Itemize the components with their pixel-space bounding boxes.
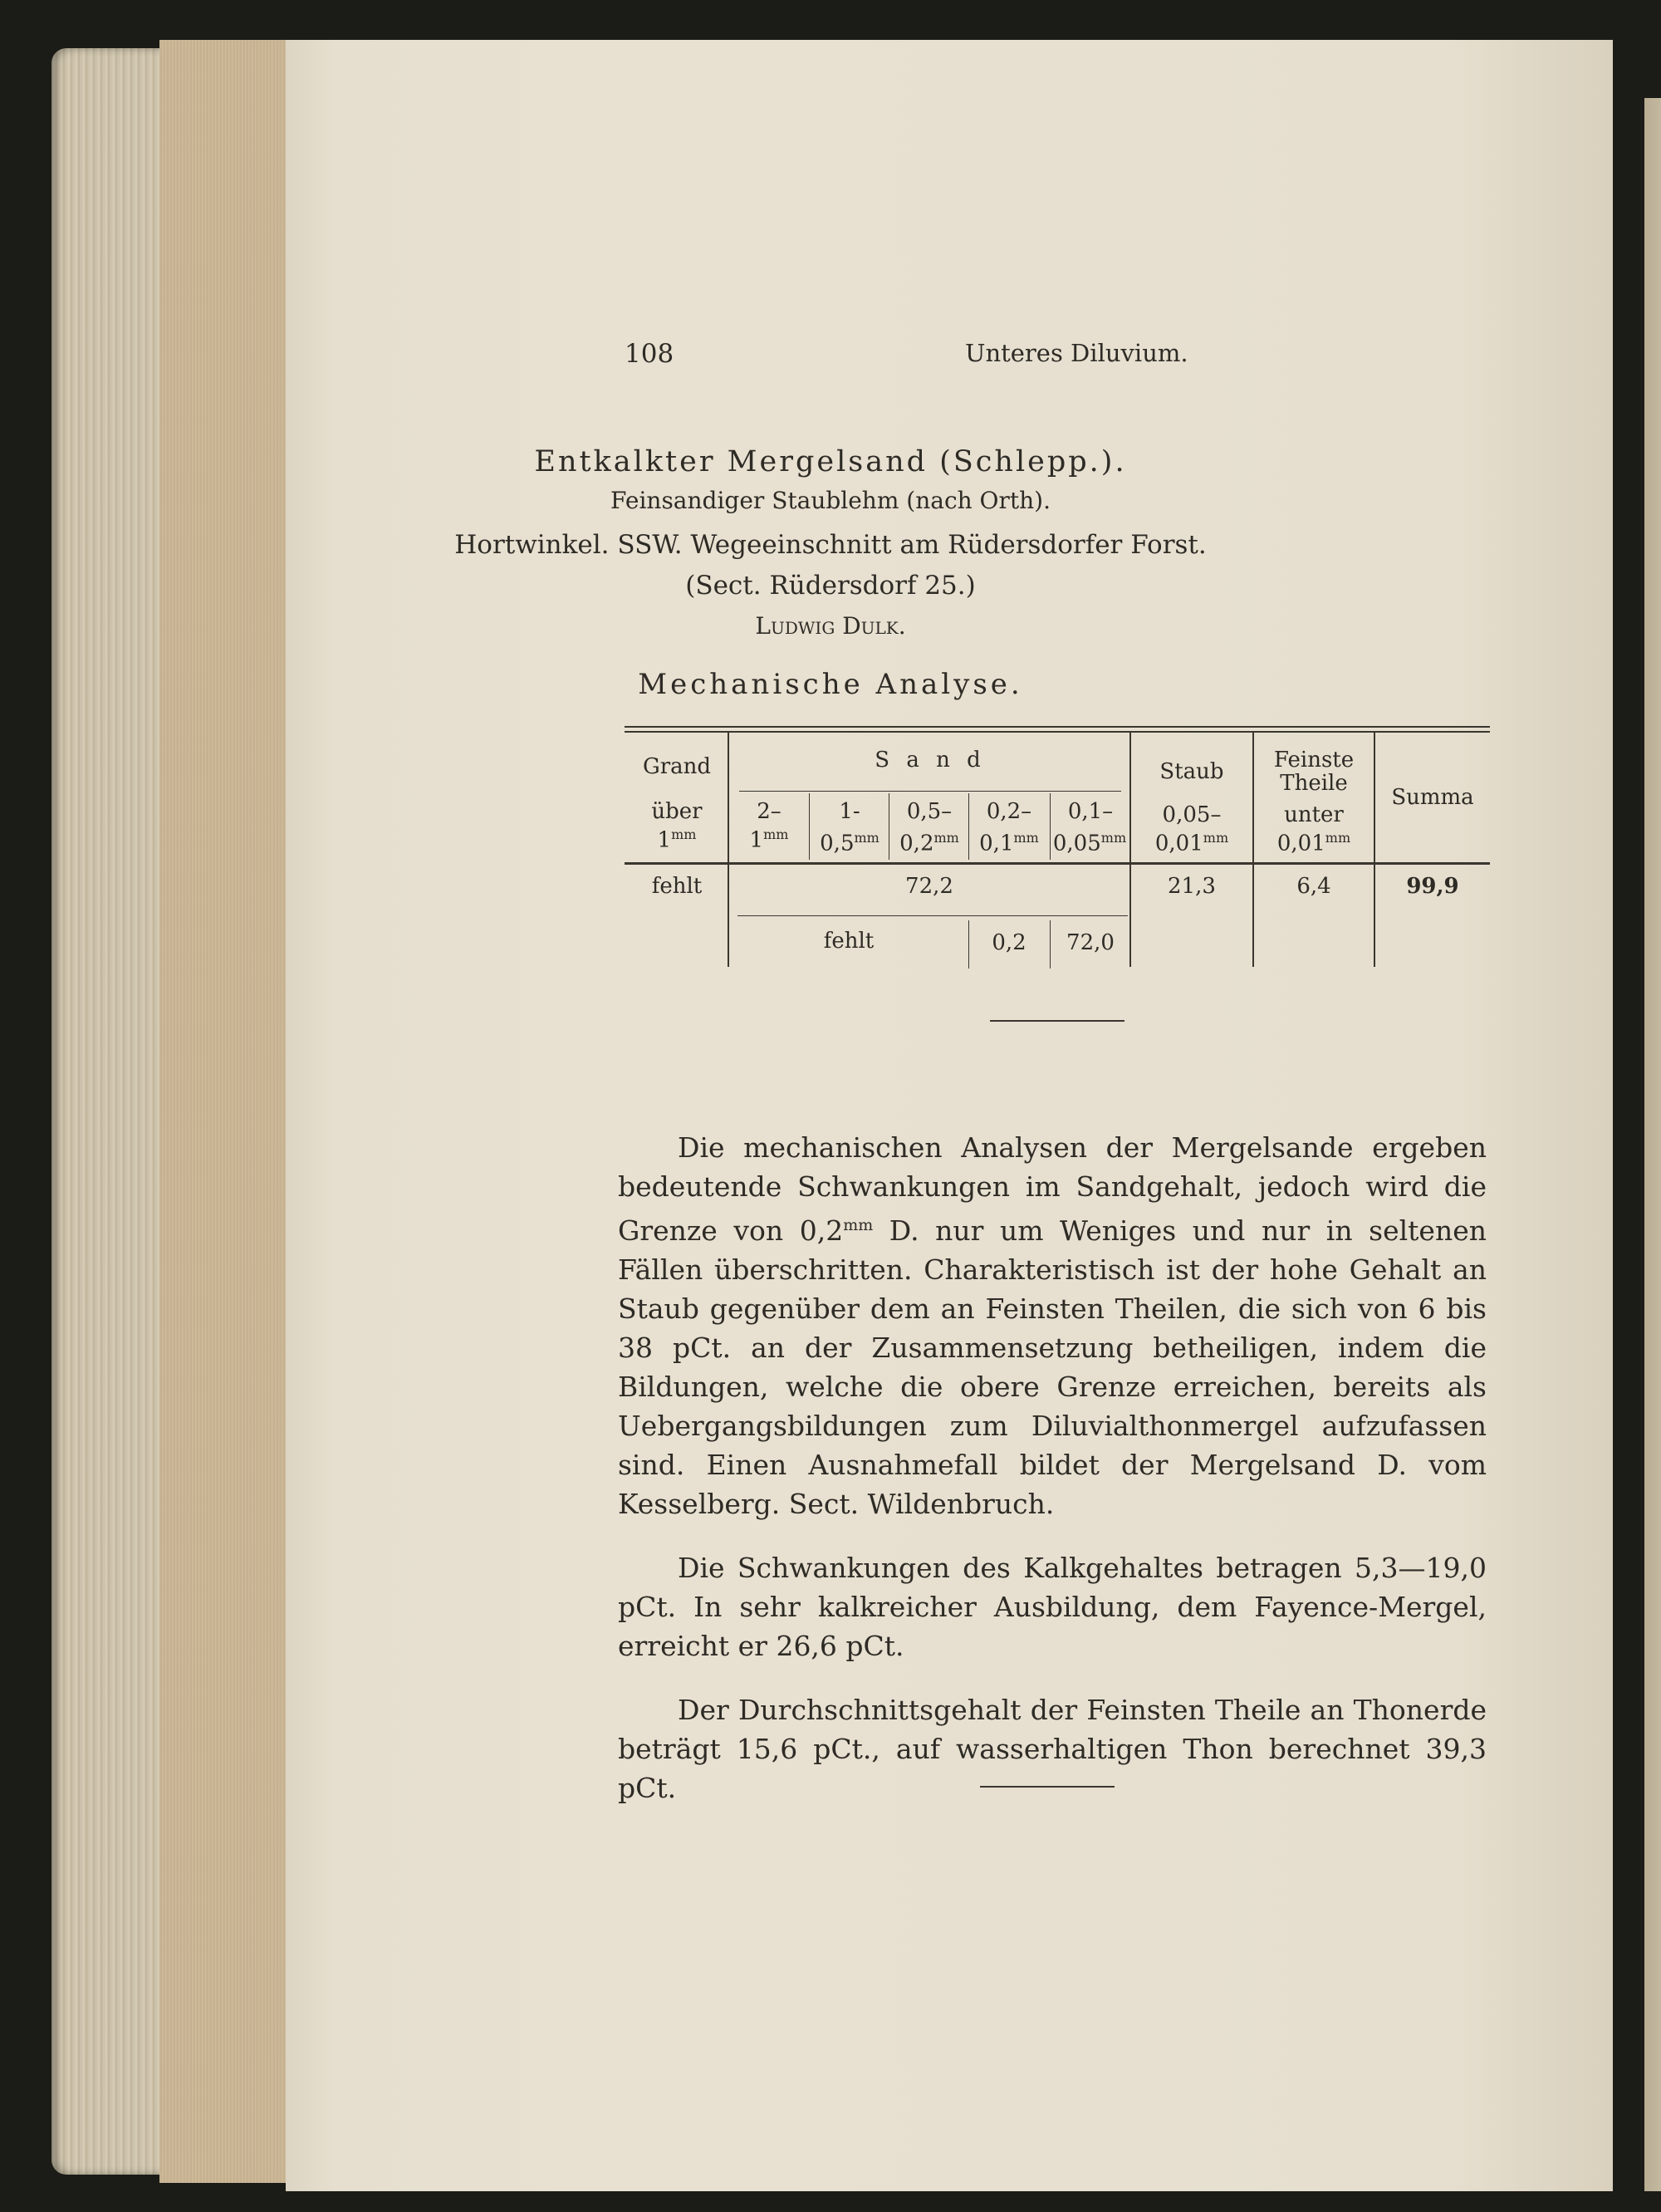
col-header-feinste-sub2: $0,01^{mm}$	[1276, 830, 1351, 856]
paragraph-1: Die mechanischen Analysen der Mergelsande ergeben bedeutende Schwankungen im Sandgehalt, jedoch wird die Grenze von $0,2^{mm}$ D. nur um Weniges und nur in seltenen Fällen überschritten. Charakteristisch ist der hohe Gehalt an Staub gegenüber dem an Feinsten Theilen, die sich von 6 bis 38 pCt. an der Zusammensetzung betheiligen, indem die Bildungen, welche die obere Grenze erreichen, bereits als Uebergangsbildungen zum Diluvialthonmergel aufzufassen sind. Einen Ausnahmefall bildet der Mergelsand D. vom Kesselberg. Sect. Wildenbruch.	[618, 1131, 1487, 1520]
col-header-staub-sub1: 0,05–	[1162, 802, 1222, 827]
col-header-summa: Summa	[1391, 785, 1474, 810]
table-vline-4	[1374, 733, 1375, 967]
table-rule-top-2	[625, 731, 1490, 733]
subtitle: Feinsandiger Staublehm (nach Orth).	[610, 487, 1051, 514]
page-number: 108	[625, 339, 674, 369]
col-header-grand-sub2: $1^{mm}$	[657, 826, 697, 853]
sand-col-3-top: 0,5–	[906, 799, 953, 824]
sand-col-4-top: 0,2–	[986, 799, 1032, 824]
page-edge-right	[1644, 98, 1661, 2191]
col-header-sand: S a n d	[875, 748, 986, 772]
col-header-staub: Staub	[1159, 759, 1224, 784]
table-rule-top	[625, 726, 1490, 728]
analyst-name: Ludwig Dulk.	[755, 612, 906, 640]
sand-col-4-bottom: $0,1^{mm}$	[979, 830, 1039, 856]
section-title: Entkalkter Mergelsand (Schlepp.).	[534, 445, 1127, 478]
running-title: Unteres Diluvium.	[965, 339, 1188, 367]
sand-col-1-top: 2–	[757, 799, 782, 824]
sand-col-2-top: 1-	[839, 799, 860, 824]
cell-feinste: 6,4	[1296, 874, 1331, 899]
end-rule	[980, 1786, 1115, 1788]
page	[286, 40, 1613, 2191]
col-header-feinste-2: Theile	[1280, 771, 1348, 796]
sand-col-3-bottom: $0,2^{mm}$	[899, 830, 959, 856]
cell-summa: 99,9	[1406, 874, 1459, 899]
location-line: Hortwinkel. SSW. Wegeeinschnitt am Rüdersdorfer Forst.	[454, 530, 1207, 560]
section-ref: (Sect. Rüdersdorf 25.)	[685, 571, 976, 601]
col-header-grand-sub1: über	[651, 799, 703, 824]
divider-rule	[990, 1020, 1124, 1022]
cell-staub: 21,3	[1168, 874, 1216, 899]
col-header-feinste-sub1: unter	[1284, 802, 1344, 827]
cell-sub-720: 72,0	[1066, 930, 1115, 955]
cell-grand: fehlt	[651, 874, 703, 899]
sand-col-5-bottom: $0,05^{mm}$	[1052, 830, 1127, 856]
body-text	[618, 1128, 1487, 1832]
table-rule-header	[625, 862, 1490, 865]
cell-sub-fehlt: fehlt	[823, 929, 875, 954]
row-subrule	[737, 915, 1128, 916]
paragraph-2: Die Schwankungen des Kalkgehaltes betragen 5,3—19,0 pCt. In sehr kalkreicher Ausbildung, dem Fayence-Mergel, erreicht er 26,6 pCt.	[618, 1552, 1487, 1662]
cell-sub-02: 0,2	[992, 930, 1026, 955]
col-header-staub-sub2: $0,01^{mm}$	[1154, 830, 1229, 856]
col-header-grand: Grand	[642, 754, 712, 779]
table-title: Mechanische Analyse.	[638, 668, 1023, 701]
sand-col-1-bottom: $1^{mm}$	[749, 826, 789, 853]
sand-subrule	[739, 791, 1121, 792]
sand-col-2-bottom: $0,5^{mm}$	[820, 830, 879, 856]
book	[51, 40, 1613, 2191]
col-header-feinste-1: Feinste	[1273, 748, 1355, 772]
sand-col-5-top: 0,1–	[1067, 799, 1114, 824]
cell-sand-total: 72,2	[905, 874, 953, 899]
paragraph-3: Der Durchschnittsgehalt der Feinsten Theile an Thonerde beträgt 15,6 pCt., auf wasserhaltigen Thon berechnet 39,3 pCt.	[618, 1694, 1487, 1804]
